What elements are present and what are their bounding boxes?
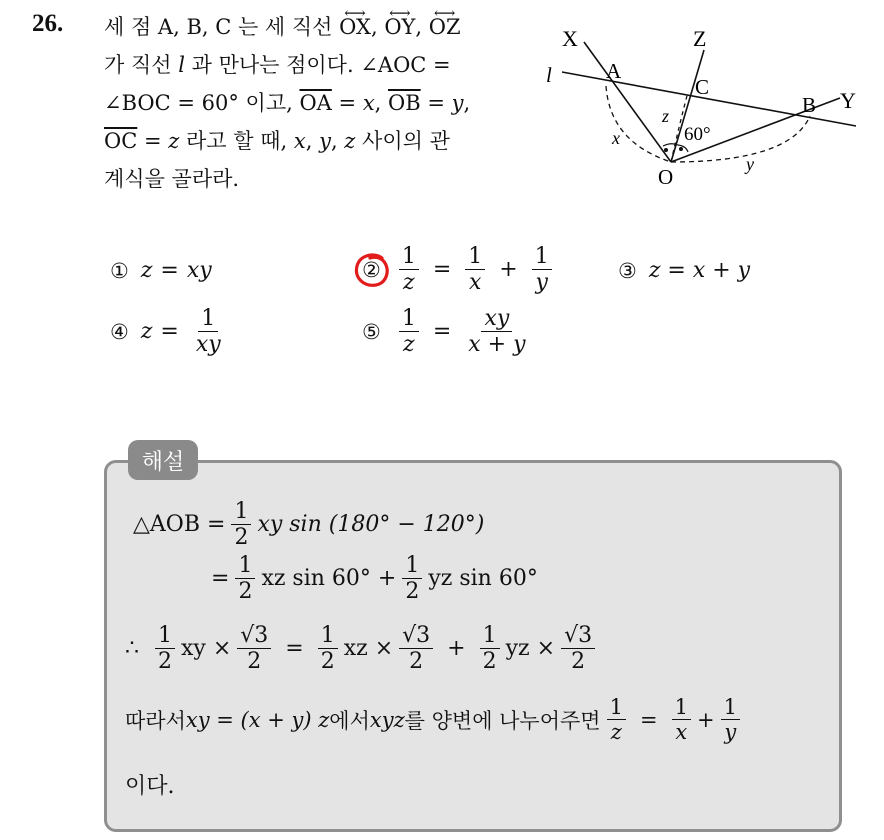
choice-2-frac-lhs: $\frac{1}{z}$: [399, 244, 419, 296]
choice-1[interactable]: ① z = xy: [110, 258, 212, 283]
explanation-line-2: = $\frac{1}{2}$ xz sin 60° + $\frac{1}{2}$ yz sin 60°: [211, 553, 538, 605]
choice-4-frac: $\frac{1}{xy}$: [195, 306, 221, 358]
line-ox: ⟷ OX: [339, 8, 371, 46]
question-line-5: 계식을 골라라.: [104, 167, 240, 191]
explanation-line-5: 이다.: [125, 774, 175, 799]
label-Z: Z: [693, 26, 707, 51]
choice-2-frac-x: $\frac{1}{x}$: [465, 244, 485, 296]
label-z: z: [662, 106, 670, 126]
choice-5-frac-lhs: $\frac{1}{z}$: [399, 306, 419, 358]
label-Y: Y: [840, 88, 856, 113]
label-x: x: [612, 128, 620, 148]
question-line-2: 가 직선 l 과 만나는 점이다. ∠AOC =: [104, 53, 451, 77]
line-oy: ⟷ OY: [384, 8, 415, 46]
question-line-3: ∠BOC = 60° 이고, $\overline{OA} = x$, $\overline{OB} = y$,: [104, 91, 471, 115]
explanation-line-4: 따라서 xy = (x + y) z 에서 xyz 를 양변에 나누어주면 $\frac{1}{z}$ = $\frac{1}{x}$ + $\frac{1}{y}$: [125, 695, 746, 744]
label-l: l: [546, 63, 552, 87]
geometry-figure: [540, 22, 870, 192]
explanation-panel: [104, 460, 842, 832]
choice-5[interactable]: ⑤ $\frac{1}{z}$ = $\frac{xy}{x + y}$: [362, 306, 535, 358]
explanation-line-3: ∴ $\frac{1}{2}$ xy × $\frac{√3}{2}$ = $\frac{1}{2}$ xz × $\frac{√3}{2}$ + $\frac{1}{2}$ yz × $\frac{√3}{2}$: [125, 623, 601, 675]
question-number: 26.: [32, 10, 64, 37]
label-A: A: [606, 59, 622, 83]
choice-2-frac-y: $\frac{1}{y}$: [532, 244, 552, 296]
label-O: O: [658, 165, 674, 189]
label-angle: 60°: [684, 124, 711, 145]
line-oz: [671, 50, 704, 162]
label-B: B: [802, 93, 817, 117]
explanation-line-1: △AOB = $\frac{1}{2}$ xy sin (180° − 120°): [133, 499, 485, 551]
question-line-4: $\overline{OC} = z$ 라고 할 때, x, y, z 사이의 관: [104, 129, 450, 153]
line-ox: [584, 42, 671, 162]
choice-5-frac-rhs: $\frac{xy}{x + y}$: [468, 306, 526, 358]
angle-dot-1: [664, 148, 668, 152]
line-oz: ⟷ OZ: [429, 8, 461, 46]
choice-2[interactable]: ② $\frac{1}{z}$ = $\frac{1}{x}$ + $\frac{1}{y}$: [362, 244, 558, 296]
label-X: X: [562, 26, 578, 51]
explanation-tag: 해설: [128, 440, 198, 480]
choice-4[interactable]: ④ z = $\frac{1}{xy}$: [110, 306, 230, 358]
angle-dot-2: [679, 147, 683, 151]
question-line-1: 세 점 A, B, C 는 세 직선 ⟷ OX, ⟷ OY, ⟷ OZ: [104, 8, 524, 46]
question-text: [104, 8, 524, 198]
label-y: y: [746, 154, 754, 174]
label-C: C: [695, 75, 710, 99]
choice-3[interactable]: ③ z = x + y: [618, 258, 751, 283]
